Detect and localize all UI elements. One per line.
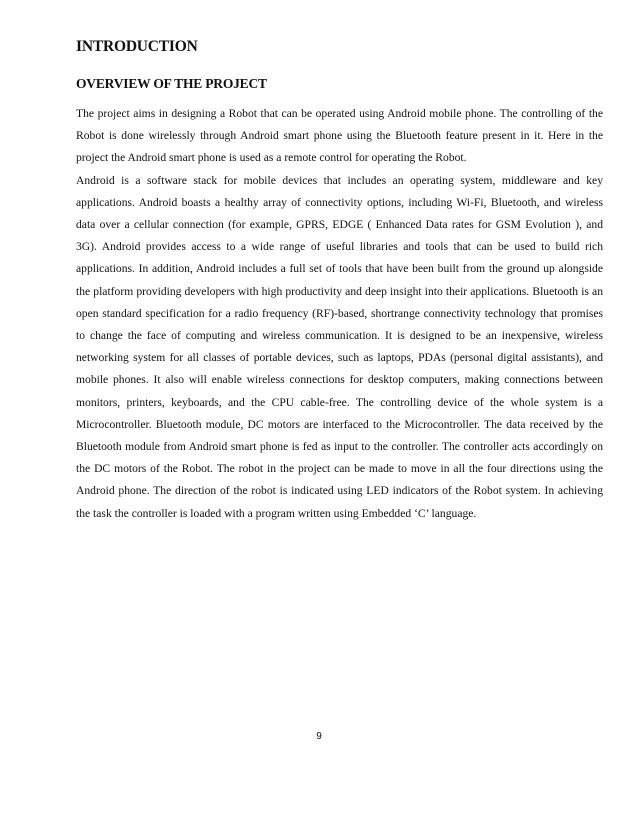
paragraph: Android is a software stack for mobile devices that includes an operating system, middleware and key applications. Android boasts a healthy array of connectivity options, including Wi-Fi, Bluetooth, and wireless data over a cellular connection (for example, GPRS, EDGE ( Enhanced Data rates for GSM Evolution ), and 3G). Android provides access to a wide range of useful libraries and tools that can be used to build rich applications. In addition, Android includes a full set of tools that have been built from the ground up alongside the platform providing developers with high productivity and deep insight into their applications. Bluetooth is an open standard specification for a radio frequency (RF)-based, shortrange connectivity technology that promises to change the face of computing and wireless communication. It is designed to be an inexpensive, wireless networking system for all classes of portable devices, such as laptops, PDAs (personal digital assistants), and mobile phones. It also will enable wireless connections for desktop computers, making connections between monitors, printers, keyboards, and the CPU cable-free. The controlling device of the whole system is a Microcontroller. Bluetooth module, DC motors are interfaced to the Microcontroller. The data received by the Bluetooth module from Android smart phone is fed as input to the controller. The controller acts accordingly on the DC motors of the Robot. The robot in the project can be made to move in all the four directions using the Android phone. The direction of the robot is indicated using LED indicators of the Robot system. In achieving the task the controller is loaded with a program written using Embedded ‘C’ language. [76,173,603,520]
page-title: INTRODUCTION [76,38,198,55]
paragraph: The project aims in designing a Robot that can be operated using Android mobile phone. The controlling of the Robot is done wirelessly through Android smart phone using the Bluetooth feature present in it. Here in the project the Android smart phone is used as a remote control for operating the Robot. [76,107,603,165]
section-heading: OVERVIEW OF THE PROJECT [76,76,267,91]
page-number: 9 [316,731,322,742]
body-text [76,103,603,525]
